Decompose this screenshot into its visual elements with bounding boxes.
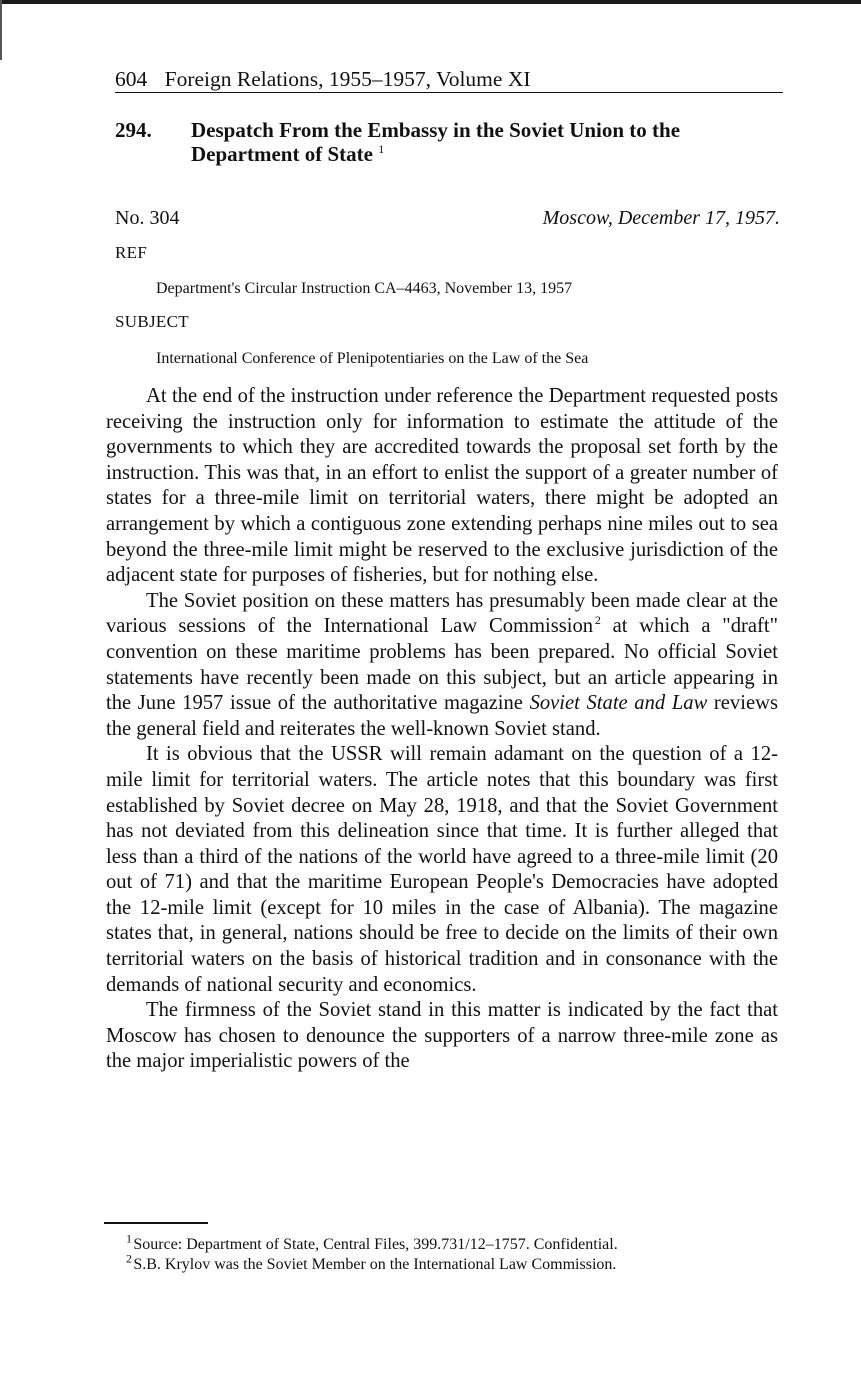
paragraph-2 (106, 589, 778, 743)
paragraph-3: It is obvious that the USSR will remain adamant on the question of a 12-mile limit for territorial waters. The article notes that this boundary was first established by Soviet decree on May 28, 1918, and that the Soviet Government has not deviated from this delineation since that time. It is further alleged that less than a third of the nations of the world have agreed to a three-mile limit (20 out of 71) and that the maritime European People's Democracies have adopted the 12-mile limit (except for 10 miles in the case of Albania). The magazine states that, in general, nations should be free to decide on the limits of their own territorial waters on the basis of historical tradition and in consonance with the demands of national security and economics. (106, 743, 778, 996)
document-title-text: Despatch From the Embassy in the Soviet Union to the Department of State (191, 118, 681, 166)
footnote-mark: 2 (126, 1251, 132, 1266)
footnote-text: S.B. Krylov was the Soviet Member on the International Law Commission. (133, 1256, 617, 1273)
footnote-2 (126, 1251, 766, 1275)
paragraph-2-part-c: reviews the general field and reiterates the well-known Soviet stand. (106, 692, 778, 740)
footnote-text: Source: Department of State, Central Files, 399.731/12–1757. Confidential. (133, 1236, 618, 1253)
paragraph-4: The firmness of the Soviet stand in this matter is indicated by the fact that Moscow has chosen to denounce the supporters of a narrow three-mile zone as the major imperialistic powers of the (106, 999, 778, 1073)
scan-left-edge (0, 0, 2, 60)
subject-text: International Conference of Plenipotentiaries on the Law of the Sea (156, 350, 589, 367)
document-title (191, 118, 776, 166)
body-text (106, 384, 778, 1075)
paragraph-2-part-b: at which a "draft" convention on these maritime problems has been prepared. No official Soviet statements have recently been made on this subject, but an article appearing in the June 1957 issue of the authoritative magazine (106, 615, 778, 715)
volume-title: Foreign Relations, 1955–1957, Volume XI (164, 67, 531, 91)
document-number: 294. (115, 118, 152, 142)
footnote-mark: 1 (126, 1231, 132, 1246)
despatch-number: No. 304 (115, 207, 180, 229)
footnotes (126, 1231, 766, 1275)
footnote-reference: 2 (594, 613, 601, 628)
ref-text: Department's Circular Instruction CA–4463, November 13, 1957 (156, 280, 573, 297)
paragraph-2-part-a: The Soviet position on these matters has presumably been made clear at the various sessions of the International Law Commission (106, 589, 778, 638)
despatch-meta (115, 206, 780, 230)
footnote-1 (126, 1231, 766, 1255)
footnote-reference: 1 (378, 142, 385, 156)
scan-top-edge (0, 0, 861, 4)
running-head (115, 66, 783, 93)
dateline: Moscow, December 17, 1957. (542, 207, 780, 229)
ref-label: REF (115, 243, 148, 262)
subject-label: SUBJECT (115, 312, 189, 331)
footnote-separator (104, 1222, 208, 1224)
paragraph-1: At the end of the instruction under reference the Department requested posts receiving the instruction only for information to estimate the attitude of the governments to which they are accredited towards the proposal set forth by the instruction. This was that, in an effort to enlist the support of a greater number of states for a three-mile limit on territorial waters, there might be adopted an arrangement by which a contiguous zone extending perhaps nine miles out to sea beyond the three-mile limit might be reserved to the exclusive jurisdiction of the adjacent state for purposes of fisheries, but for nothing else. (106, 385, 778, 587)
document-heading (115, 118, 783, 166)
magazine-title: Soviet State and Law (529, 692, 708, 715)
page-number: 604 (115, 67, 148, 91)
